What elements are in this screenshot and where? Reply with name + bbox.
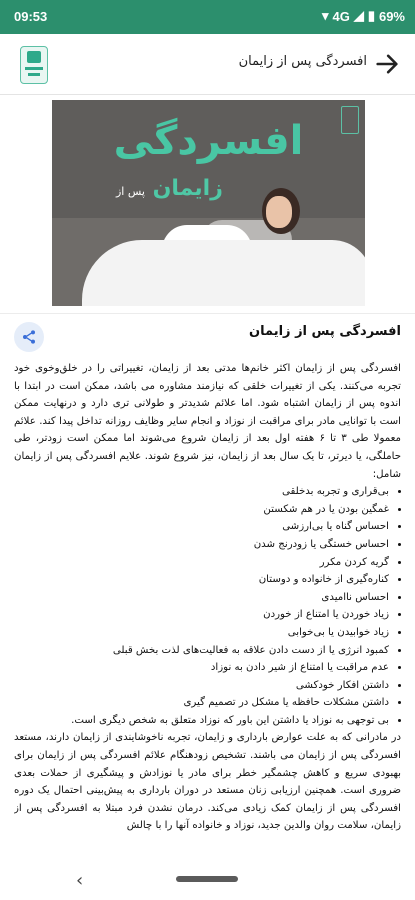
list-item: • کمبود انرژی یا از دست دادن علاقه به فعالیت‌های لذت بخش قبلی <box>14 642 389 660</box>
list-item: • بی‌قراری و تجربه بدخلقی <box>14 483 389 501</box>
hero-subtitle <box>110 176 223 201</box>
system-nav-bar <box>0 858 415 900</box>
article-outro: در مادرانی که به علت عوارض بارداری و زایمان، تجربه ناخوشایندی از زایمان دارند، مستعد افسردگی پس از زایمان می باشند. تشخیص زودهنگام علائم افسردگی پس از زایمان برای بهبودی سریع و کاهش چشمگیر خطر برای مادر یا نوزادش و پیشگیری از حملات بعدی ضروری است. همچنین ارزیابی زنان مستعد در دوران بارداری به پیش‌بینی احتمال یک دوره افسردگی پس از زایمان کمک زیادی می‌کند. درمان نشدن فرد مبتلا به افسردگی پس از زایمان، سلامت روان والدین جدید، نوزاد و خانواده آنها را با چالش <box>14 732 401 832</box>
symptom-list <box>14 483 401 729</box>
status-icons <box>322 8 405 24</box>
article-heading: افسردگی پس از زایمان <box>249 324 401 339</box>
list-item: • احساس گناه یا بی‌ارزشی <box>14 518 389 536</box>
list-item: • غمگین بودن یا در هم شکستن <box>14 501 389 519</box>
signal-icon: ◢ <box>353 8 364 23</box>
battery-level: 69% <box>378 8 405 24</box>
home-handle[interactable] <box>176 876 238 882</box>
page-title: افسردگی پس از زایمان <box>238 54 367 69</box>
list-item: • گریه کردن مکرر <box>14 554 389 572</box>
status-time: 09:53 <box>14 9 48 24</box>
arrow-right-icon[interactable] <box>373 50 401 78</box>
status-bar <box>0 0 415 34</box>
hero-title: افسردگی <box>113 118 304 164</box>
list-item: • زیاد خوردن یا امتناع از خوردن <box>14 606 389 624</box>
hero-subtitle-small: پس از <box>116 185 145 198</box>
list-item: • داشتن مشکلات حافظه یا مشکل در تصمیم گیری <box>14 694 389 712</box>
share-icon <box>21 329 37 345</box>
divider <box>0 313 415 314</box>
list-item: • زیاد خوابیدن یا بی‌خوابی <box>14 624 389 642</box>
list-item: • کناره‌گیری از خانواده و دوستان <box>14 571 389 589</box>
list-item: • عدم مراقبت یا امتناع از شیر دادن به نوزاد <box>14 659 389 677</box>
list-item: • احساس خستگی یا زودرنج شدن <box>14 536 389 554</box>
battery-icon: ▮ <box>367 8 375 23</box>
article-hero-image <box>52 100 365 306</box>
alarm-icon: ▾ <box>321 8 329 23</box>
nav-back-icon[interactable]: ‹ <box>76 870 84 891</box>
article-intro: افسردگی پس از زایمان اکثر خانم‌ها مدتی بعد از زایمان، تغییراتی را در خلق‌وخوی خود تجربه می‌کنند. یکی از تغییرات خلقی که نیازمند مشاوره می باشد، ممکن است در ابتدا با اندوه پس از زایمان اشتباه شود. اما علائم شدیدتر و طولانی تری دارد و درنهایت ممکن است با توانایی مادر برای مراقبت از نوزاد و انجام سایر وظایف روزانه تداخل پیدا کند. علائم معمولا طی ۳ تا ۶ هفته اول بعد از زایمان شروع می‌شوند اما ممکن است زودتر، طی حاملگی، یا دیرتر، تا یک سال بعد از زایمان، نیز شروع شوند. علایم افسردگی پس از زایمان شامل: <box>14 363 401 480</box>
list-item: • داشتن افکار خودکشی <box>14 677 389 695</box>
app-bar <box>0 34 415 95</box>
network-type: 4G <box>332 8 350 24</box>
article-body <box>14 360 401 855</box>
list-item: • احساس ناامیدی <box>14 589 389 607</box>
list-item: • بی توجهی به نوزاد یا داشتن این باور که نوزاد متعلق به شخص دیگری است. <box>14 712 389 730</box>
app-logo-icon <box>20 46 48 84</box>
share-button[interactable] <box>14 322 44 352</box>
hero-subtitle-main: زایمان <box>152 176 223 201</box>
